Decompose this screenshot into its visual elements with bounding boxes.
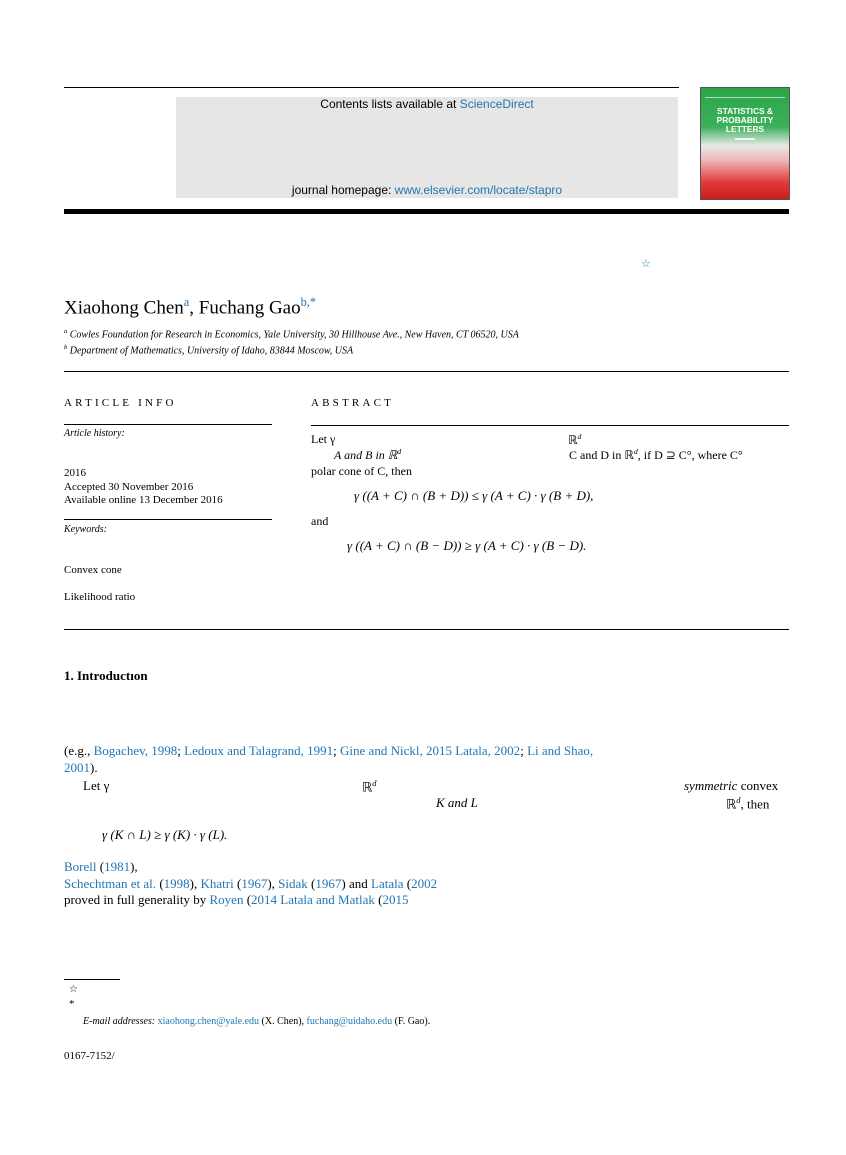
ref-sidak-year[interactable]: 1967 — [315, 876, 342, 891]
email-gao-name: (F. Gao). — [392, 1016, 431, 1027]
abstract-heading: ABSTRACT — [311, 397, 395, 409]
contents-line — [176, 97, 678, 111]
intro-rd-symbol: ℝ — [362, 779, 373, 795]
intro-refs-line3: Schechtman et al. (1998), Khatri (1967), Sidak (1967) and Latala (2002 — [64, 876, 438, 891]
abstract-line3: polar cone of C, then — [311, 464, 412, 478]
convex-word: convex — [737, 778, 779, 793]
abstract-line2-left — [334, 447, 401, 463]
received-date: 2016 — [64, 467, 86, 479]
refs-prefix: (e.g., — [64, 743, 94, 758]
intro-let-gamma: Let γ — [83, 778, 110, 793]
keywords-rule — [64, 519, 272, 520]
author-2-affil[interactable]: b,* — [300, 295, 317, 309]
a-and-b: A and B in ℝ — [334, 448, 398, 462]
abstract-and: and — [311, 514, 329, 528]
refs-sep-1: ; — [177, 743, 185, 758]
article-info-heading: ARTICLE INFO — [64, 397, 177, 409]
ref-final-year[interactable]: 2015 — [382, 892, 409, 907]
sciencedirect-link[interactable]: ScienceDirect — [459, 97, 534, 111]
ref-li-shao-year[interactable]: 2001 — [64, 760, 90, 775]
issn: 0167-7152/ — [64, 1050, 115, 1062]
intro-rd — [362, 778, 377, 795]
c-and-d-sup: d — [633, 447, 638, 456]
keyword-1: Convex cone — [64, 564, 122, 576]
abstract-line2-right — [569, 447, 743, 463]
email-gao[interactable]: fuchang@uidaho.edu — [306, 1016, 393, 1027]
cover-topline — [705, 92, 785, 98]
affiliation-b — [64, 344, 353, 356]
intro-proved-line: proved in full generality by Royen (2014 Latala and Matlak (2015 — [64, 892, 409, 907]
refs-suffix: ). — [90, 760, 98, 775]
ref-bogachev[interactable]: Bogachev, 1998 — [93, 743, 178, 758]
abstract-rule — [311, 425, 789, 426]
gci-equation: γ (K ∩ L) ≥ γ (K) · γ (L). — [102, 827, 228, 842]
authors — [64, 295, 316, 319]
ref-royen-year[interactable]: 2014 Latala and Matlak — [251, 892, 375, 907]
footnote-emails — [83, 1016, 430, 1027]
borell-open: ( — [96, 859, 105, 874]
and-word: and — [345, 876, 371, 891]
ref-khatri-year[interactable]: 1967 — [241, 876, 268, 891]
ref-khatri[interactable]: Khatri — [200, 876, 234, 891]
intro-rd-then — [726, 795, 769, 812]
intro-heading: 1. Introductıon — [64, 668, 148, 683]
ref-sidak[interactable]: Sidak — [278, 876, 308, 891]
ref-latala[interactable]: Latala — [371, 876, 404, 891]
abstract-line1-left: Let γ — [311, 432, 336, 446]
title-footnote-star[interactable]: ☆ — [641, 257, 651, 270]
ref-royen[interactable]: Royen — [209, 892, 244, 907]
contents-prefix: Contents lists available at — [320, 97, 460, 111]
ref-li-shao[interactable]: Li and Shao, — [527, 743, 594, 758]
ref-latala-year[interactable]: 2002 — [411, 876, 438, 891]
abstract-line1-right — [568, 432, 581, 448]
cover-title-line3: LETTERS — [725, 124, 765, 134]
affil-a-text: Cowles Foundation for Research in Economics, Yale University, 30 Hillhouse Ave., New Haven, CT 06520, USA — [69, 329, 519, 341]
affil-b-text: Department of Mathematics, University of Idaho, 83844 Moscow, USA — [69, 345, 354, 357]
footnote-rule — [64, 979, 120, 980]
intro-refs-line2 — [64, 760, 98, 776]
cover-title-line1: STATISTICS & — [717, 106, 773, 116]
cover-title — [701, 107, 789, 134]
abstract-end-rule — [64, 629, 789, 630]
intro-rd-sup: d — [372, 778, 377, 788]
cover-title-line2: PROBABILITY — [716, 115, 774, 125]
ref-borell-year[interactable]: 1981 — [104, 859, 131, 874]
intro-borell-line — [64, 859, 138, 875]
keyword-2: Likelihood ratio — [64, 591, 136, 603]
footnote-star: ☆ — [69, 984, 78, 995]
homepage-line — [176, 183, 678, 197]
proved-text: proved in full generality by — [64, 892, 210, 907]
email-chen[interactable]: xiaohong.chen@yale.edu — [157, 1016, 260, 1027]
affil-rule — [64, 371, 789, 372]
accepted-date: Accepted 30 November 2016 — [64, 481, 194, 493]
intro-refs-line — [64, 743, 593, 759]
ref-gine[interactable]: Gine and Nickl, 2015 Latala, 2002 — [340, 743, 521, 758]
top-rule — [64, 87, 679, 88]
cover-bar — [735, 138, 755, 140]
affiliation-a — [64, 328, 519, 340]
ref-ledoux[interactable]: Ledoux and Talagrand, 1991 — [184, 743, 334, 758]
homepage-prefix: journal homepage: — [291, 183, 395, 197]
c-and-d-tail: , if D ⊇ C°, where C° — [637, 448, 743, 462]
footnote-asterisk: * — [69, 998, 75, 1010]
ref-schechtman-year[interactable]: 1998 — [163, 876, 190, 891]
refs-sep-2: ; — [333, 743, 341, 758]
abstract-eq1: γ ((A + C) ∩ (B + D)) ≤ γ (A + C) · γ (B + D), — [354, 488, 594, 503]
header-thick-rule — [64, 209, 789, 214]
author-1: Xiaohong Chen — [64, 297, 184, 319]
author-1-affil[interactable]: a — [183, 295, 190, 309]
author-sep: , — [189, 297, 199, 319]
article-history-label: Article history: — [64, 428, 125, 439]
c-and-d: C and D in ℝ — [569, 448, 634, 462]
ref-schechtman[interactable]: Schechtman et al. — [64, 876, 157, 891]
article-info-rule — [64, 424, 272, 425]
a-and-b-sup: d — [397, 447, 402, 456]
abstract-eq2: γ ((A + C) ∩ (B − D)) ≥ γ (A + C) · γ (B − D). — [347, 538, 587, 553]
author-2: Fuchang Gao — [198, 297, 301, 319]
intro-symmetric-convex — [684, 778, 778, 794]
journal-cover-image — [700, 87, 790, 200]
ref-borell[interactable]: Borell — [64, 859, 97, 874]
refs-sep-3: ; — [520, 743, 528, 758]
affil-a-sup: a — [64, 328, 68, 335]
rd-sup: d — [577, 432, 582, 441]
intro-rd2-sup: d — [736, 795, 741, 805]
intro-k-and-l: K and L — [436, 795, 478, 810]
rd-symbol: ℝ — [568, 433, 578, 447]
affil-b-sup: b — [64, 344, 68, 351]
email-label: E-mail addresses: — [83, 1016, 158, 1027]
homepage-link[interactable]: www.elsevier.com/locate/stapro — [394, 183, 563, 197]
online-date: Available online 13 December 2016 — [64, 494, 223, 506]
keywords-label: Keywords: — [64, 524, 107, 535]
symmetric-word: symmetric — [684, 778, 738, 793]
intro-then: , then — [740, 796, 770, 812]
intro-rd2-symbol: ℝ — [726, 796, 737, 812]
borell-tail: ), — [130, 859, 138, 874]
email-chen-name: (X. Chen), — [259, 1016, 307, 1027]
